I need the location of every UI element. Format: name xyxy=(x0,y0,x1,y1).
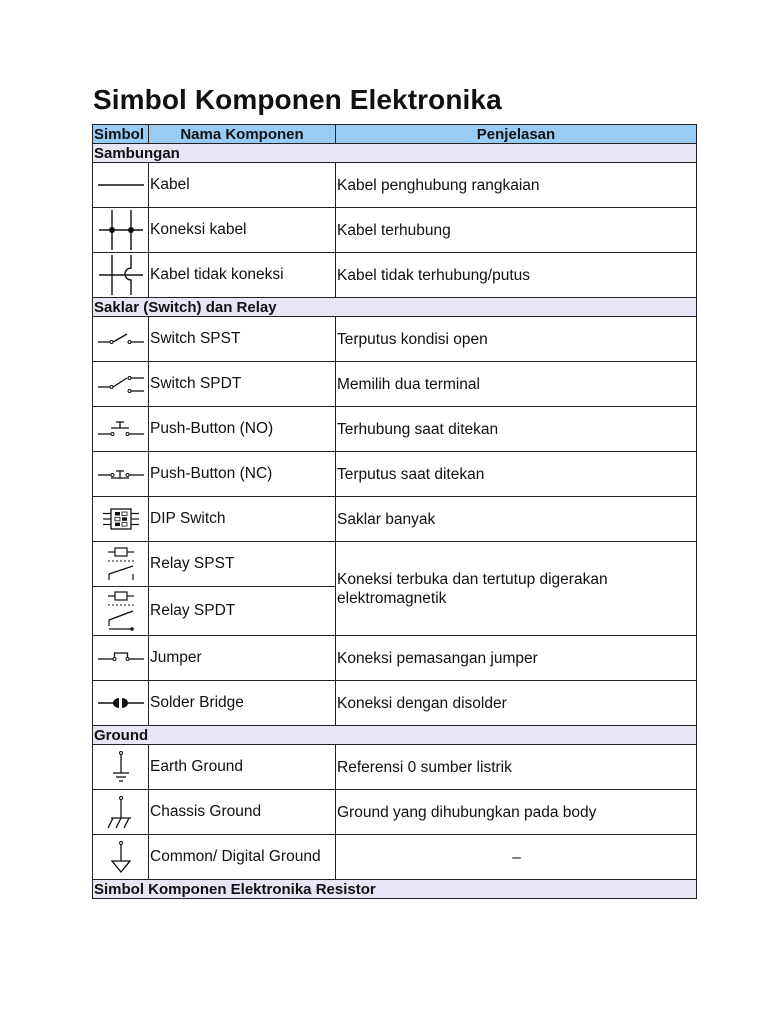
table-row xyxy=(93,163,697,208)
pushbutton-nc-icon xyxy=(95,459,147,489)
component-description: Kabel terhubung xyxy=(336,208,697,253)
connected-wires-icon xyxy=(95,208,147,252)
component-description: Kabel tidak terhubung/putus xyxy=(336,253,697,298)
table-row xyxy=(93,452,697,497)
section-row xyxy=(93,144,697,163)
component-description: Terputus saat ditekan xyxy=(336,452,697,497)
component-name: Relay SPDT xyxy=(149,587,336,636)
table-row xyxy=(93,681,697,726)
table-row xyxy=(93,790,697,835)
component-description: Terputus kondisi open xyxy=(336,317,697,362)
table-row xyxy=(93,407,697,452)
component-description: Memilih dua terminal xyxy=(336,362,697,407)
section-title-saklar-relay: Saklar (Switch) dan Relay xyxy=(93,298,697,317)
component-name: Earth Ground xyxy=(149,745,336,790)
page-title: Simbol Komponen Elektronika xyxy=(93,84,502,115)
header-description: Penjelasan xyxy=(336,125,697,144)
solder-bridge-icon xyxy=(95,688,147,718)
table-row xyxy=(93,208,697,253)
table-row xyxy=(93,542,697,587)
component-name: Kabel tidak koneksi xyxy=(149,253,336,298)
relay-spdt-icon xyxy=(95,588,147,634)
table-row xyxy=(93,745,697,790)
table-row xyxy=(93,253,697,298)
table-row xyxy=(93,835,697,880)
component-description: Koneksi dengan disolder xyxy=(336,681,697,726)
component-description: – xyxy=(336,835,697,880)
jumper-icon xyxy=(95,643,147,673)
table-row xyxy=(93,497,697,542)
component-description: Koneksi terbuka dan tertutup digerakan elektromagnetik xyxy=(336,542,697,636)
component-name: Common/ Digital Ground xyxy=(149,835,336,880)
section-title-ground: Ground xyxy=(93,726,697,745)
chassis-ground-icon xyxy=(95,792,147,832)
component-name: Jumper xyxy=(149,636,336,681)
component-name: Relay SPST xyxy=(149,542,336,587)
component-description: Ground yang dihubungkan pada body xyxy=(336,790,697,835)
dip-switch-icon xyxy=(95,504,147,534)
unconnected-wires-icon xyxy=(95,253,147,297)
component-name: Chassis Ground xyxy=(149,790,336,835)
component-name: Switch SPDT xyxy=(149,362,336,407)
component-name: Koneksi kabel xyxy=(149,208,336,253)
relay-spst-icon xyxy=(95,544,147,584)
component-name: Switch SPST xyxy=(149,317,336,362)
component-name: Push-Button (NC) xyxy=(149,452,336,497)
section-row xyxy=(93,298,697,317)
component-symbol-table xyxy=(92,124,697,899)
digital-ground-icon xyxy=(95,837,147,877)
component-name: Solder Bridge xyxy=(149,681,336,726)
header-name: Nama Komponen xyxy=(149,125,336,144)
header-symbol: Simbol xyxy=(93,125,149,144)
wire-icon xyxy=(95,170,147,200)
component-name: Kabel xyxy=(149,163,336,208)
spst-switch-icon xyxy=(95,324,147,354)
section-row xyxy=(93,880,697,899)
section-title-sambungan: Sambungan xyxy=(93,144,697,163)
section-title-resistor: Simbol Komponen Elektronika Resistor xyxy=(93,880,697,899)
component-description: Terhubung saat ditekan xyxy=(336,407,697,452)
table-row xyxy=(93,317,697,362)
component-name: Push-Button (NO) xyxy=(149,407,336,452)
earth-ground-icon xyxy=(95,747,147,787)
pushbutton-no-icon xyxy=(95,414,147,444)
component-description: Koneksi pemasangan jumper xyxy=(336,636,697,681)
component-description: Saklar banyak xyxy=(336,497,697,542)
table-row xyxy=(93,362,697,407)
table-header-row xyxy=(93,125,697,144)
section-row xyxy=(93,726,697,745)
component-name: DIP Switch xyxy=(149,497,336,542)
table-row xyxy=(93,636,697,681)
component-description: Kabel penghubung rangkaian xyxy=(336,163,697,208)
spdt-switch-icon xyxy=(95,369,147,399)
component-description: Referensi 0 sumber listrik xyxy=(336,745,697,790)
